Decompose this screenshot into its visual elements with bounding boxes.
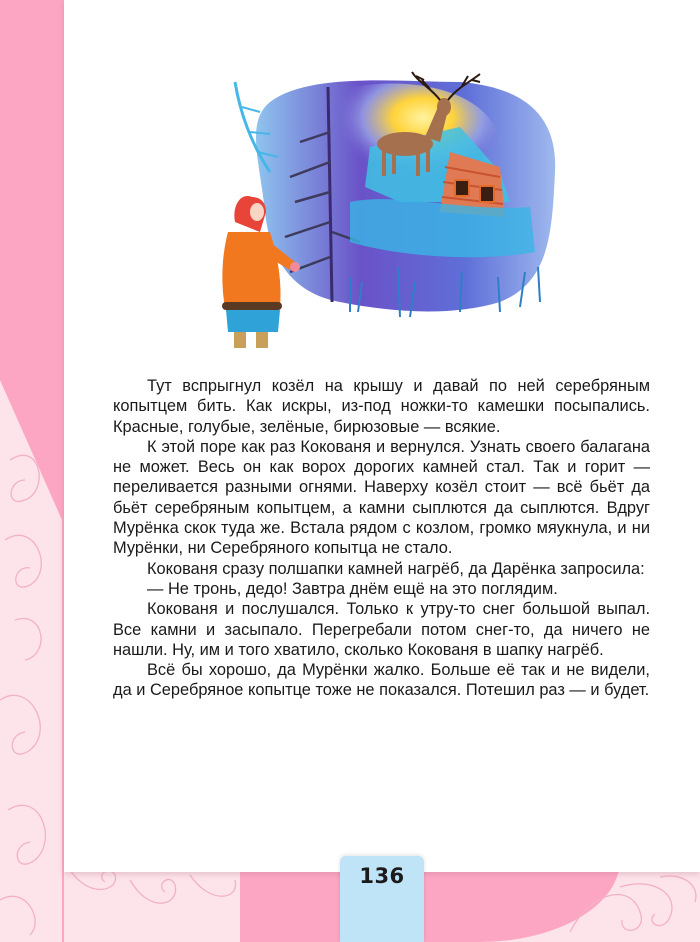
story-paragraph: К этой поре как раз Кокованя и вернулся. Узнать своего балагана не может. Весь он как ворох дорогих камней стал. Так и горит — переливается разными огнями. Наверху козёл стоит — всё бьёт да бьёт серебряным копытцем, а камни сыплются да сыплются. Вдруг Мурёнка скок туда же. Встала рядом с козлом, громко мяукнула, и ни Мурёнки, ни Серебряного копытца не стало. xyxy=(113,437,650,558)
story-paragraph: Кокованя сразу полшапки камней нагрёб, да Дарёнка запросила: xyxy=(147,559,645,578)
story-paragraph: Всё бы хорошо, да Мурёнки жалко. Больше её так и не видели, да и Серебряное копытце тоже не показался. Потешил раз — и будет. xyxy=(113,661,650,700)
bottom-pink-band xyxy=(240,860,620,942)
story-paragraph: — Не тронь, дедо! Завтра днём ещё на это поглядим. xyxy=(147,579,558,598)
page-number: 136 xyxy=(359,864,405,888)
story-illustration xyxy=(200,62,560,358)
bottom-ornament-decoration xyxy=(60,860,260,942)
story-paragraph: Тут вспрыгнул козёл на крышу и давай по ней серебряным копытцем бить. Как искры, из-под ножки-то камешки посыпались. Красные, голубые, зелёные, бирюзовые — всякие. xyxy=(113,377,650,436)
story-text xyxy=(113,376,650,701)
page-number-tab xyxy=(340,856,424,942)
left-pink-margin xyxy=(0,0,64,942)
story-paragraph: Кокованя и послушался. Только к утру-то снег большой выпал. Все камни и засыпало. Перегребали потом снег-то, да ничего не нашли. Ну, им и того хватило, сколько Кокованя в шапку нагрёб. xyxy=(113,600,650,659)
